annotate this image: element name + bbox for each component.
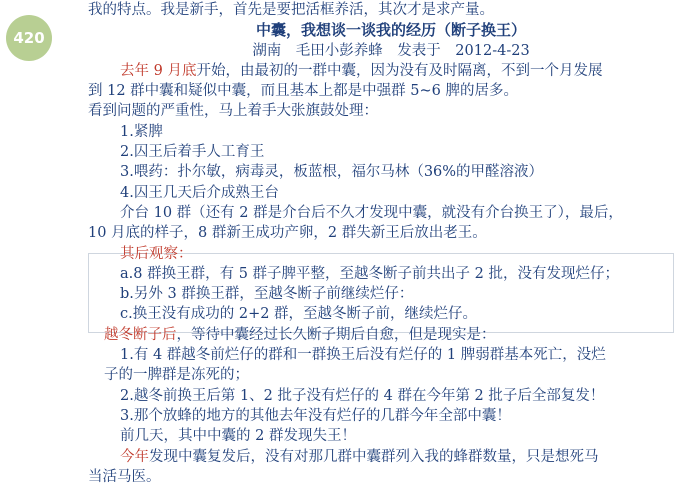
step-item: 1.紧脾 (120, 123, 163, 140)
page-number-badge: 420 (6, 15, 52, 61)
fact-item-cont: 子的一脾群是冻死的； (104, 367, 249, 384)
paragraph-2: 看到问题的严重性，马上着手大张旗鼓处理： (88, 103, 378, 120)
paragraph-6 (88, 447, 694, 467)
paragraph-4 (88, 325, 694, 345)
paragraph-5: 前几天，其中中囊的 2 群发现失王！ (120, 428, 356, 445)
step-item: 2.囚王后着手人工育王 (120, 144, 265, 161)
step-item: 3.喂药：扑尔敏，病毒灵，板蓝根，福尔马林（36%的甲醛溶液） (120, 164, 544, 181)
paragraph-text: 开始，由最初的一群中囊，因为没有及时隔离，不到一个月发展 (196, 62, 603, 79)
fact-item: 1.有 4 群越冬前烂仔的群和一群换王后没有烂仔的 1 脾弱群基本死亡，没烂 (120, 347, 606, 364)
observation-item: a.8 群换王群，有 5 群子脾平整，至越冬断子前共出子 2 批，没有发现烂仔； (120, 265, 619, 282)
emphasis-text: 今年 (120, 448, 149, 465)
paragraph-6-cont: 当活马医。 (88, 468, 161, 485)
document-body (88, 0, 694, 487)
observation-item: c.换王没有成功的 2+2 群，至越冬断子前，继续烂仔。 (120, 306, 478, 323)
observation-item: b.另外 3 群换王群，至越冬断子前继续烂仔： (120, 286, 414, 303)
emphasis-text: 越冬断子后 (104, 326, 177, 343)
paragraph-text: 发现中囊复发后，没有对那几群中囊群列入我的蜂群数量，只是想死马 (149, 448, 599, 465)
paragraph-1 (88, 61, 694, 81)
paragraph-1-cont: 到 12 群中囊和疑似中囊，而且基本上都是中强群 5~6 脾的居多。 (88, 83, 518, 100)
byline: 湖南 毛田小彭养蜂 发表于 2012-4-23 (252, 42, 530, 59)
paragraph-text: ，等待中囊经过长久断子期后自愈，但是现实是： (176, 326, 496, 343)
emphasis-text: 去年 9 月底 (120, 62, 197, 79)
paragraph-3: 介台 10 群（还有 2 群是介台后不久才发现中囊，就没有介台换王了），最后， (120, 204, 623, 221)
observation-heading: 其后观察： (120, 245, 193, 262)
step-item: 4.囚王几天后介成熟王台 (120, 184, 279, 201)
paragraph-3-cont: 10 月底的样子，8 群新王成功产卵，2 群失新王后放出老王。 (88, 225, 487, 242)
fact-item: 2.越冬前换王后第 1、2 批子没有烂仔的 4 群在今年第 2 批子后全部复发！ (120, 387, 605, 404)
article-title: 中囊，我想谈一谈我的经历（断子换王） (255, 21, 526, 40)
intro-line: 我的特点。我是新手，首先是要把活框养活，其次才是求产量。 (88, 2, 494, 18)
fact-item: 3.那个放蜂的地方的其他去年没有烂仔的几群今年全部中囊！ (120, 407, 511, 424)
